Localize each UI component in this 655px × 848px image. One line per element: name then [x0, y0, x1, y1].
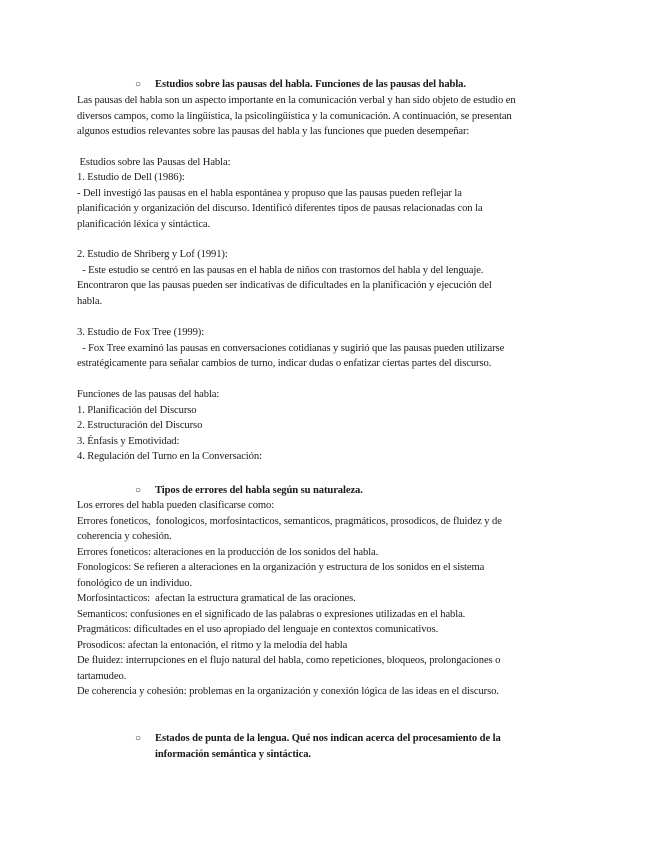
paragraph-line: tartamudeo.	[77, 670, 127, 682]
paragraph-line: Semanticos: confusiones en el significado de las palabras o expresiones utilizadas en el habla.	[77, 608, 466, 620]
paragraph-line: Los errores del habla pueden clasificarse como:	[77, 500, 275, 511]
paragraph-line: De coherencia y cohesión: problemas en la organización y conexión lógica de las ideas en el discurso.	[77, 686, 499, 697]
paragraph-line: diversos campos, como la lingüística, la psicolingüística y la comunicación. A continuación, se presentan	[77, 110, 512, 122]
errores-body	[77, 498, 582, 700]
study-line: 3. Estudio de Fox Tree (1999):	[77, 327, 205, 338]
paragraph-line: Fonologicos: Se refieren a alteraciones en la organización y estructura de los sonidos en el sistema	[77, 562, 485, 573]
list-item: 3. Énfasis y Emotividad:	[77, 435, 180, 447]
section-heading-pausas	[135, 77, 575, 93]
study-line: - Este estudio se centró en las pausas en el habla de niños con trastornos del habla y del lenguaje.	[77, 264, 484, 276]
study-line: estratégicamente para señalar cambios de turno, indicar dudas o enfatizar ciertas partes del discurso.	[77, 358, 492, 369]
section-heading-punta-lengua	[135, 731, 575, 762]
study-line: 2. Estudio de Shriberg y Lof (1991):	[77, 249, 228, 260]
study-line: Encontraron que las pausas pueden ser indicativas de dificultades en la planificación y ejecución del	[77, 280, 492, 291]
paragraph-line: Pragmáticos: dificultades en el uso apropiado del lenguaje en contextos comunicativos.	[77, 624, 439, 635]
paragraph-line: Las pausas del habla son un aspecto importante en la comunicación verbal y han sido objeto de estudio en	[77, 95, 516, 106]
paragraph-line: coherencia y cohesión.	[77, 531, 172, 542]
paragraph-line: algunos estudios relevantes sobre las pausas del habla y las funciones que pueden desempeñar:	[77, 126, 470, 137]
study-line: planificación y organización del discurso. Identificó diferentes tipos de pausas relacionadas con la	[77, 203, 483, 214]
functions-title: Funciones de las pausas del habla:	[77, 389, 220, 400]
paragraph-line: Errores foneticos, fonologicos, morfosintacticos, semanticos, pragmáticos, prosodicos, de fluidez y de	[77, 515, 502, 527]
studies-title	[77, 155, 582, 171]
paragraph-line: fonológico de un individuo.	[77, 577, 192, 589]
study-line: 1. Estudio de Dell (1986):	[77, 172, 185, 183]
study-dell	[77, 170, 582, 232]
paragraph-line: Prosodicos: afectan la entonación, el ritmo y la melodía del habla	[77, 639, 348, 651]
study-fox-tree	[77, 325, 582, 372]
section-heading-errores	[135, 483, 575, 499]
bullet-icon: ○	[135, 485, 141, 496]
list-item: 1. Planificación del Discurso	[77, 404, 197, 416]
paragraph-line: Morfosintacticos: afectan la estructura gramatical de las oraciones.	[77, 593, 356, 604]
list-item: 4. Regulación del Turno en la Conversación:	[77, 451, 262, 462]
studies-title-text: Estudios sobre las Pausas del Habla:	[77, 157, 231, 168]
bullet-icon: ○	[135, 733, 141, 744]
intro-paragraph	[77, 93, 582, 140]
paragraph-line: De fluidez: interrupciones en el flujo natural del habla, como repeticiones, bloqueos, prolongaciones o	[77, 655, 501, 666]
list-item: 2. Estructuración del Discurso	[77, 420, 203, 431]
heading-text: Estudios sobre las pausas del habla. Funciones de las pausas del habla.	[155, 79, 466, 90]
study-shriberg-lof	[77, 247, 582, 309]
study-line: planificación léxica y sintáctica.	[77, 218, 211, 230]
study-line: habla.	[77, 295, 102, 307]
heading-text-line: información semántica y sintáctica.	[155, 748, 311, 760]
heading-text: Tipos de errores del habla según su naturaleza.	[155, 485, 363, 496]
paragraph-line: Errores foneticos: alteraciones en la producción de los sonidos del habla.	[77, 546, 379, 558]
functions-list	[77, 387, 582, 465]
bullet-icon: ○	[135, 79, 141, 90]
study-line: - Dell investigó las pausas en el habla espontánea y propuso que las pausas pueden reflejar la	[77, 187, 462, 199]
heading-text-line: Estados de punta de la lengua. Qué nos indican acerca del procesamiento de la	[155, 733, 501, 744]
study-line: - Fox Tree examinó las pausas en conversaciones cotidianas y sugirió que las pausas pueden utilizarse	[77, 342, 505, 354]
